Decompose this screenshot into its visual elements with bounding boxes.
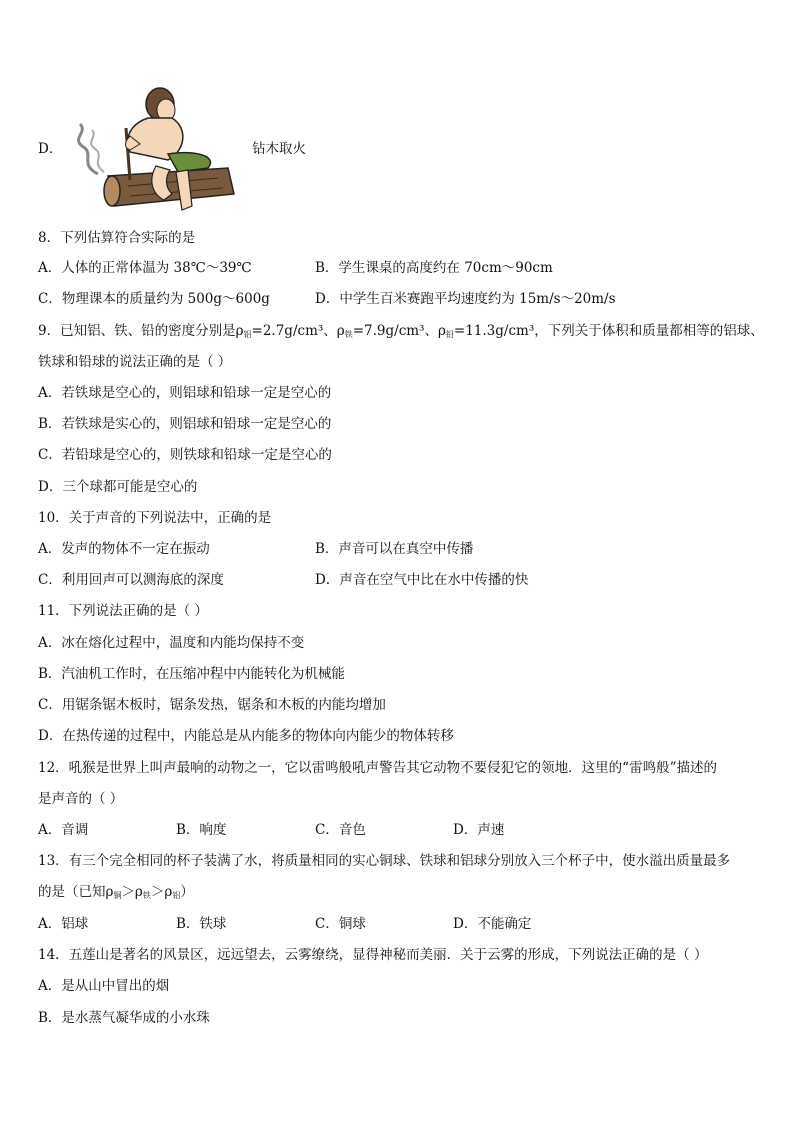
- q9-option-b: B．若铁球是实心的，则铝球和铅球一定是空心的: [38, 416, 332, 432]
- q13-option-a: A．铝球: [38, 916, 89, 932]
- q8-option-a: A．人体的正常体温为 38℃～39℃: [38, 260, 252, 276]
- q13-stem-line2-part2: ＞ρ: [121, 884, 143, 900]
- q9-option-c: C．若铅球是空心的，则铁球和铅球一定是空心的: [38, 447, 332, 463]
- q13-stem-line1: 13．有三个完全相同的杯子装满了水，将质量相同的实心铜球、铁球和铝球分别放入三个杯子中，使水溢出质量最多: [38, 853, 731, 869]
- q14-stem: 14．五莲山是著名的风景区，远远望去，云雾缭绕，显得神秘而美丽．关于云雾的形成，下列说法正确的是（ ）: [38, 947, 708, 963]
- q11-option-c: C．用锯条锯木板时，锯条发热，锯条和木板的内能均增加: [38, 697, 386, 713]
- q12-stem-line1: 12．吼猴是世界上叫声最响的动物之一，它以雷鸣般吼声警告其它动物不要侵犯它的领地．这里的“雷鸣般”描述的: [38, 760, 717, 776]
- q7-figure-caption: 钻木取火: [252, 141, 306, 157]
- q8-option-d: D．中学生百米赛跑平均速度约为 15m/s～20m/s: [315, 291, 616, 307]
- q13-sub-al: 铝: [172, 891, 181, 900]
- q8-option-c: C．物理课本的质量约为 500g～600g: [38, 291, 270, 307]
- q11-option-d: D．在热传递的过程中，内能总是从内能多的物体向内能少的物体转移: [38, 728, 454, 744]
- q13-sub-cu: 铜: [113, 891, 122, 900]
- q8-option-b: B．学生课桌的高度约在 70cm～90cm: [315, 260, 553, 276]
- q13-option-c: C．铜球: [315, 916, 366, 932]
- q9-option-d: D．三个球都可能是空心的: [38, 479, 198, 495]
- q13-stem-line2-part4: ）: [180, 884, 194, 900]
- q13-stem-line2-part1: 的是（已知ρ: [38, 884, 114, 900]
- q10-option-a: A．发声的物体不一定在振动: [38, 541, 210, 557]
- q9-sub-al: 铝: [243, 330, 252, 339]
- q9-stem-line2: 铁球和铅球的说法正确的是（ ）: [38, 354, 232, 370]
- q12-option-b: B．响度: [176, 822, 227, 838]
- q7-option-d-label: D．: [38, 141, 63, 157]
- q11-option-a: A．冰在熔化过程中，温度和内能均保持不变: [38, 635, 305, 651]
- q9-stem: [38, 321, 764, 345]
- q9-stem-part3: =7.9g/cm³、ρ: [352, 323, 446, 339]
- q13-stem-line2-part3: ＞ρ: [150, 884, 173, 900]
- q10-option-c: C．利用回声可以测海底的深度: [38, 572, 224, 588]
- q12-stem-line2: 是声音的（ ）: [38, 791, 124, 807]
- q9-sub-pb: 铅: [445, 330, 454, 339]
- q12-option-c: C．音色: [315, 822, 366, 838]
- q10-stem: 10．关于声音的下列说法中，正确的是: [38, 510, 272, 526]
- q9-stem-part2: =2.7g/cm³、ρ: [251, 323, 345, 339]
- q13-sub-fe: 铁: [142, 891, 151, 900]
- q9-option-a: A．若铁球是空心的，则铝球和铅球一定是空心的: [38, 385, 332, 401]
- q9-stem-part4: =11.3g/cm³，下列关于体积和质量都相等的铝球、: [453, 323, 764, 339]
- q14-option-a: A．是从山中冒出的烟: [38, 978, 170, 994]
- q11-option-b: B．汽油机工作时，在压缩冲程中内能转化为机械能: [38, 666, 345, 682]
- q11-stem: 11．下列说法正确的是（ ）: [38, 603, 208, 619]
- q10-option-b: B．声音可以在真空中传播: [315, 541, 474, 557]
- q12-option-a: A．音调: [38, 822, 89, 838]
- q13-option-d: D．不能确定: [453, 916, 532, 932]
- q12-option-d: D．声速: [453, 822, 505, 838]
- q13-option-b: B．铁球: [176, 916, 227, 932]
- q14-option-b: B．是水蒸气凝华成的小水珠: [38, 1010, 210, 1026]
- q13-stem-line2: [38, 882, 194, 906]
- q9-stem-part1: 9．已知铝、铁、铅的密度分别是ρ: [38, 323, 244, 339]
- q10-option-d: D．声音在空气中比在水中传播的快: [315, 572, 529, 588]
- q9-sub-fe: 铁: [344, 330, 353, 339]
- drill-fire-illustration: [68, 76, 238, 216]
- q8-stem: 8．下列估算符合实际的是: [38, 230, 196, 246]
